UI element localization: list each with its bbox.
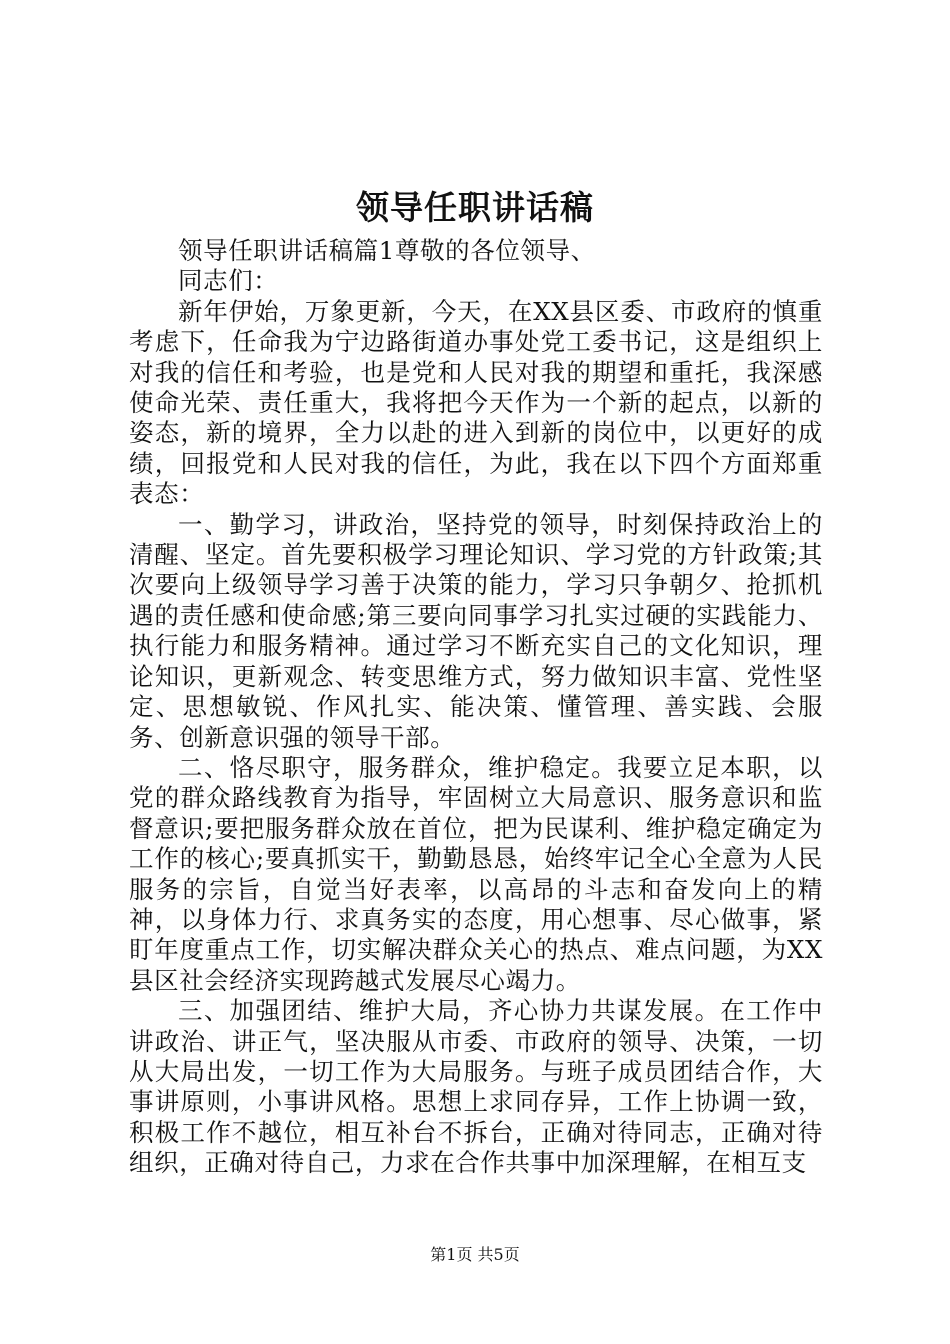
document-body <box>129 236 823 1179</box>
paragraph-salutation: 领导任职讲话稿篇1尊敬的各位领导、 <box>178 236 596 265</box>
paragraph-point-1: 一、勤学习，讲政治，坚持党的领导，时刻保持政治上的清醒、坚定。首先要积极学习理论知识、学习党的方针政策;其次要向上级领导学习善于决策的能力，学习只争朝夕、抢抓机遇的责任感和使命感;第三要向同事学习扎实过硬的实践能力、执行能力和服务精神。通过学习不断充实自己的文化知识，理论知识，更新观念、转变思维方式，努力做知识丰富、党性坚定、思想敏锐、作风扎实、能决策、懂管理、善实践、会服务、创新意识强的领导干部。 <box>129 509 823 752</box>
page-number-footer: 第1页 共5页 <box>430 1245 520 1264</box>
paragraph-point-2: 二、恪尽职守，服务群众，维护稳定。我要立足本职，以党的群众路线教育为指导，牢固树立大局意识、服务意识和监督意识;要把服务群众放在首位，把为民谋利、维护稳定确定为工作的核心;要真抓实干，勤勤恳恳，始终牢记全心全意为人民服务的宗旨，自觉当好表率，以高昂的斗志和奋发向上的精神，以身体力行、求真务实的态度，用心想事、尽心做事，紧盯年度重点工作，切实解决群众关心的热点、难点问题，为XX县区社会经济实现跨越式发展尽心竭力。 <box>129 752 823 995</box>
document-title: 领导任职讲话稿 <box>356 188 594 227</box>
paragraph-intro: 新年伊始，万象更新，今天，在XX县区委、市政府的慎重考虑下，任命我为宁边路街道办事处党工委书记，这是组织上对我的信任和考验，也是党和人民对我的期望和重托，我深感使命光荣、责任重大，我将把今天作为一个新的起点，以新的姿态，新的境界，全力以赴的进入到新的岗位中，以更好的成绩，回报党和人民对我的信任，为此，我在以下四个方面郑重表态： <box>129 296 823 509</box>
paragraph-greeting: 同志们： <box>178 266 279 296</box>
paragraph-point-3: 三、加强团结、维护大局，齐心协力共谋发展。在工作中讲政治、讲正气，坚决服从市委、市政府的领导、决策，一切从大局出发，一切工作为大局服务。与班子成员团结合作，大事讲原则，小事讲风格。思想上求同存异，工作上协调一致，积极工作不越位，相互补台不拆台，正确对待同志，正确对待组织，正确对待自己，力求在合作共事中加深理解，在相互支 <box>129 996 823 1178</box>
